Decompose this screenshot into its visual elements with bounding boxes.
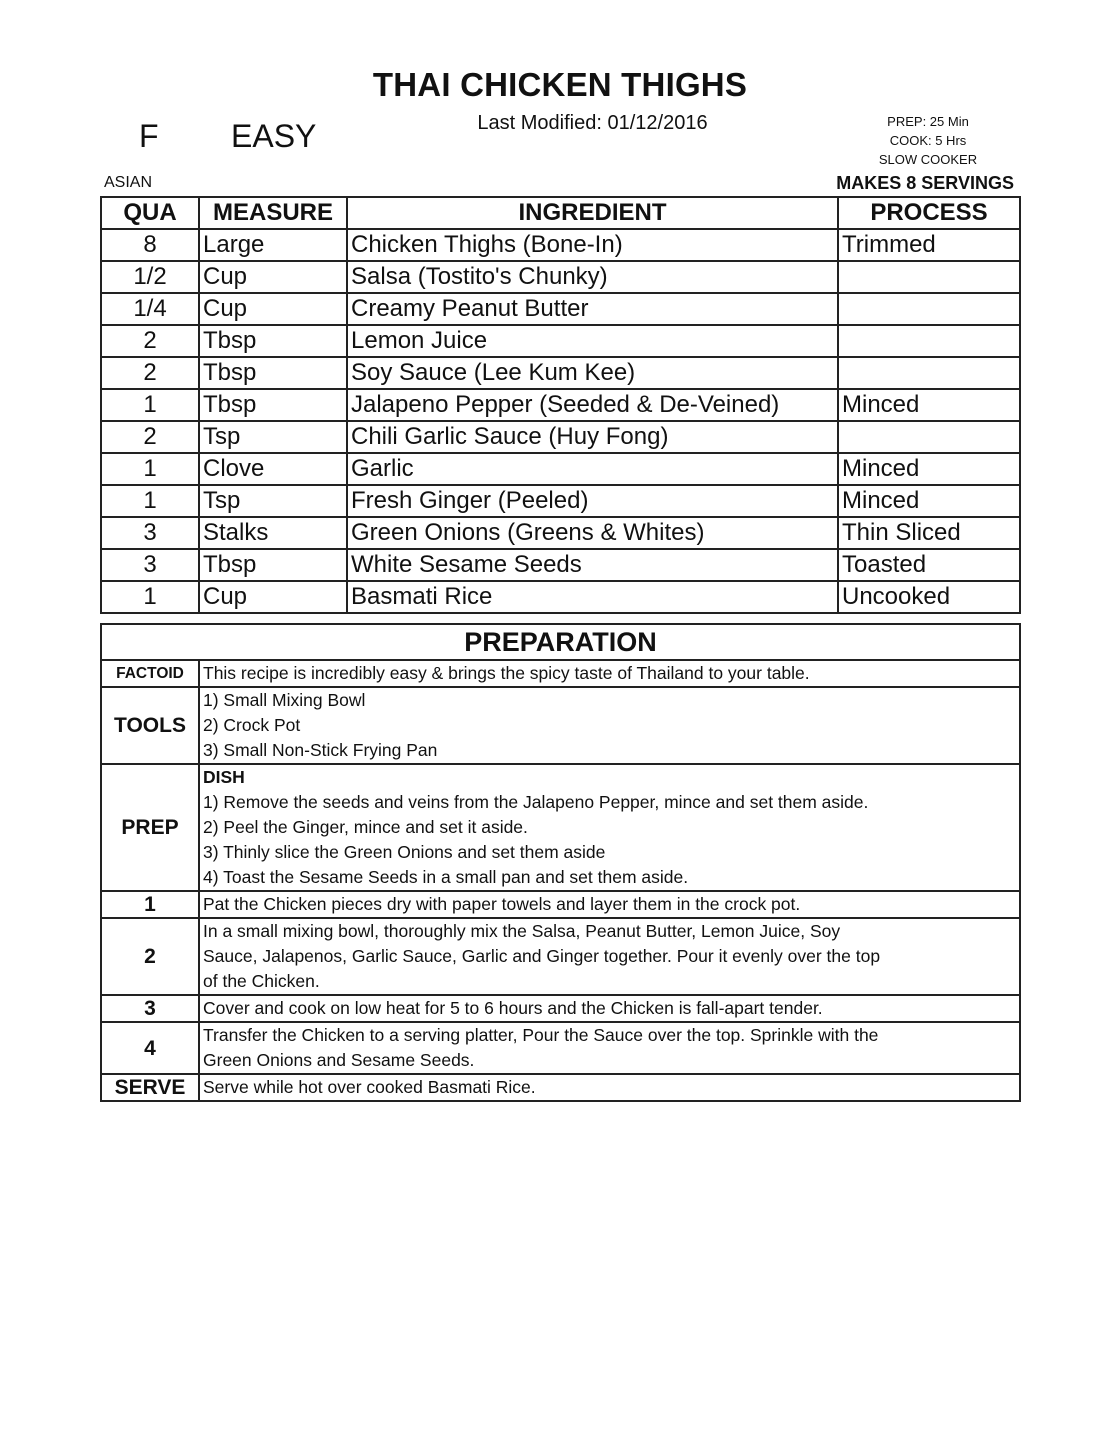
header-process: PROCESS bbox=[838, 197, 1020, 229]
ingredient-row bbox=[101, 261, 1020, 293]
prep-step: 1) Remove the seeds and veins from the Jalapeno Pepper, mince and set them aside. bbox=[203, 792, 869, 812]
ingredients-header-row bbox=[101, 197, 1020, 229]
ingredient-process bbox=[838, 261, 1020, 293]
ingredient-qty: 2 bbox=[101, 421, 199, 453]
ingredient-qty: 1 bbox=[101, 389, 199, 421]
ingredient-measure: Tsp bbox=[199, 421, 347, 453]
ingredient-qty: 3 bbox=[101, 517, 199, 549]
preparation-table bbox=[100, 623, 1021, 1102]
factoid-text: This recipe is incredibly easy & brings the spicy taste of Thailand to your table. bbox=[199, 660, 1020, 687]
ingredient-qty: 1 bbox=[101, 581, 199, 613]
tool-item: 1) Small Mixing Bowl bbox=[203, 690, 366, 710]
cuisine: ASIAN bbox=[104, 174, 153, 191]
ingredient-row bbox=[101, 229, 1020, 261]
serve-label: SERVE bbox=[101, 1074, 199, 1101]
ingredients-table bbox=[100, 196, 1021, 614]
ingredient-row bbox=[101, 325, 1020, 357]
ingredient-name: Creamy Peanut Butter bbox=[347, 293, 838, 325]
ingredient-row bbox=[101, 357, 1020, 389]
ingredient-row bbox=[101, 453, 1020, 485]
ingredient-row bbox=[101, 421, 1020, 453]
tools-label: TOOLS bbox=[101, 687, 199, 764]
step-text bbox=[199, 891, 1020, 918]
cook-time: COOK: 5 Hrs bbox=[889, 133, 967, 148]
prep-label: PREP bbox=[101, 764, 199, 891]
tools-row bbox=[101, 687, 1020, 764]
ingredient-row bbox=[101, 485, 1020, 517]
ingredient-measure: Clove bbox=[199, 453, 347, 485]
ingredient-name: Chili Garlic Sauce (Huy Fong) bbox=[347, 421, 838, 453]
prep-step: 4) Toast the Sesame Seeds in a small pan and set them aside. bbox=[203, 867, 689, 887]
ingredient-measure: Cup bbox=[199, 261, 347, 293]
header-qua: QUA bbox=[101, 197, 199, 229]
ingredient-process bbox=[838, 357, 1020, 389]
ingredient-name: Fresh Ginger (Peeled) bbox=[347, 485, 838, 517]
ingredient-measure: Tbsp bbox=[199, 357, 347, 389]
ingredient-qty: 2 bbox=[101, 325, 199, 357]
ingredient-process: Minced bbox=[838, 485, 1020, 517]
ingredient-process: Toasted bbox=[838, 549, 1020, 581]
ingredient-qty: 1 bbox=[101, 485, 199, 517]
step-row bbox=[101, 1022, 1020, 1074]
ingredient-row bbox=[101, 293, 1020, 325]
factoid-label: FACTOID bbox=[101, 660, 199, 687]
step-line: Cover and cook on low heat for 5 to 6 hours and the Chicken is fall-apart tender. bbox=[203, 998, 823, 1018]
prep-heading: DISH bbox=[203, 767, 245, 787]
ingredient-process bbox=[838, 421, 1020, 453]
step-number: 2 bbox=[101, 918, 199, 995]
preparation-heading-row bbox=[101, 624, 1020, 660]
ingredient-measure: Tbsp bbox=[199, 325, 347, 357]
factoid-row bbox=[101, 660, 1020, 687]
ingredient-name: Lemon Juice bbox=[347, 325, 838, 357]
ingredient-measure: Tsp bbox=[199, 485, 347, 517]
ingredient-qty: 2 bbox=[101, 357, 199, 389]
ingredient-name: Soy Sauce (Lee Kum Kee) bbox=[347, 357, 838, 389]
ingredient-process: Minced bbox=[838, 389, 1020, 421]
recipe-title: THAI CHICKEN THIGHS bbox=[372, 66, 748, 103]
ingredient-row bbox=[101, 549, 1020, 581]
tool-item: 3) Small Non-Stick Frying Pan bbox=[203, 740, 438, 760]
prep-list bbox=[199, 764, 1020, 891]
ingredient-name: Jalapeno Pepper (Seeded & De-Veined) bbox=[347, 389, 838, 421]
ingredient-name: Green Onions (Greens & Whites) bbox=[347, 517, 838, 549]
serve-text: Serve while hot over cooked Basmati Rice. bbox=[199, 1074, 1020, 1101]
ingredient-qty: 8 bbox=[101, 229, 199, 261]
serve-row bbox=[101, 1074, 1020, 1101]
category-code: F bbox=[139, 118, 159, 154]
ingredient-qty: 1/2 bbox=[101, 261, 199, 293]
step-text bbox=[199, 918, 1020, 995]
step-row bbox=[101, 891, 1020, 918]
step-text bbox=[199, 995, 1020, 1022]
ingredient-qty: 3 bbox=[101, 549, 199, 581]
ingredient-qty: 1 bbox=[101, 453, 199, 485]
difficulty: EASY bbox=[231, 118, 317, 154]
ingredient-name: Salsa (Tostito's Chunky) bbox=[347, 261, 838, 293]
step-line: Green Onions and Sesame Seeds. bbox=[203, 1050, 475, 1070]
step-line: Transfer the Chicken to a serving platter, Pour the Sauce over the top. Sprinkle with the bbox=[203, 1025, 879, 1045]
step-number: 1 bbox=[101, 891, 199, 918]
prep-time: PREP: 25 Min bbox=[887, 114, 969, 129]
step-row bbox=[101, 918, 1020, 995]
header-ingredient: INGREDIENT bbox=[347, 197, 838, 229]
ingredient-name: Garlic bbox=[347, 453, 838, 485]
ingredient-measure: Tbsp bbox=[199, 389, 347, 421]
ingredient-name: Chicken Thighs (Bone-In) bbox=[347, 229, 838, 261]
ingredient-process: Minced bbox=[838, 453, 1020, 485]
step-line: of the Chicken. bbox=[203, 971, 320, 991]
ingredient-row bbox=[101, 581, 1020, 613]
prep-row bbox=[101, 764, 1020, 891]
servings: MAKES 8 SERVINGS bbox=[836, 173, 1014, 193]
step-line: Pat the Chicken pieces dry with paper towels and layer them in the crock pot. bbox=[203, 894, 801, 914]
step-row bbox=[101, 995, 1020, 1022]
ingredient-row bbox=[101, 517, 1020, 549]
ingredient-qty: 1/4 bbox=[101, 293, 199, 325]
cook-method: SLOW COOKER bbox=[878, 152, 978, 167]
step-number: 3 bbox=[101, 995, 199, 1022]
ingredient-measure: Cup bbox=[199, 581, 347, 613]
prep-step: 3) Thinly slice the Green Onions and set them aside bbox=[203, 842, 606, 862]
ingredient-row bbox=[101, 389, 1020, 421]
ingredient-name: White Sesame Seeds bbox=[347, 549, 838, 581]
ingredient-measure: Large bbox=[199, 229, 347, 261]
step-text bbox=[199, 1022, 1020, 1074]
header-measure: MEASURE bbox=[199, 197, 347, 229]
ingredient-process: Uncooked bbox=[838, 581, 1020, 613]
ingredient-measure: Tbsp bbox=[199, 549, 347, 581]
step-line: In a small mixing bowl, thoroughly mix the Salsa, Peanut Butter, Lemon Juice, Soy bbox=[203, 921, 841, 941]
ingredient-process bbox=[838, 293, 1020, 325]
ingredient-process: Trimmed bbox=[838, 229, 1020, 261]
last-modified: Last Modified: 01/12/2016 bbox=[477, 112, 708, 134]
ingredient-name: Basmati Rice bbox=[347, 581, 838, 613]
step-line: Sauce, Jalapenos, Garlic Sauce, Garlic and Ginger together. Pour it evenly over the top bbox=[203, 946, 881, 966]
tool-item: 2) Crock Pot bbox=[203, 715, 301, 735]
step-number: 4 bbox=[101, 1022, 199, 1074]
preparation-heading: PREPARATION bbox=[101, 624, 1020, 660]
ingredient-process bbox=[838, 325, 1020, 357]
tools-list bbox=[199, 687, 1020, 764]
ingredient-measure: Stalks bbox=[199, 517, 347, 549]
prep-step: 2) Peel the Ginger, mince and set it aside. bbox=[203, 817, 528, 837]
time-info bbox=[848, 112, 1008, 169]
ingredient-measure: Cup bbox=[199, 293, 347, 325]
ingredient-process: Thin Sliced bbox=[838, 517, 1020, 549]
